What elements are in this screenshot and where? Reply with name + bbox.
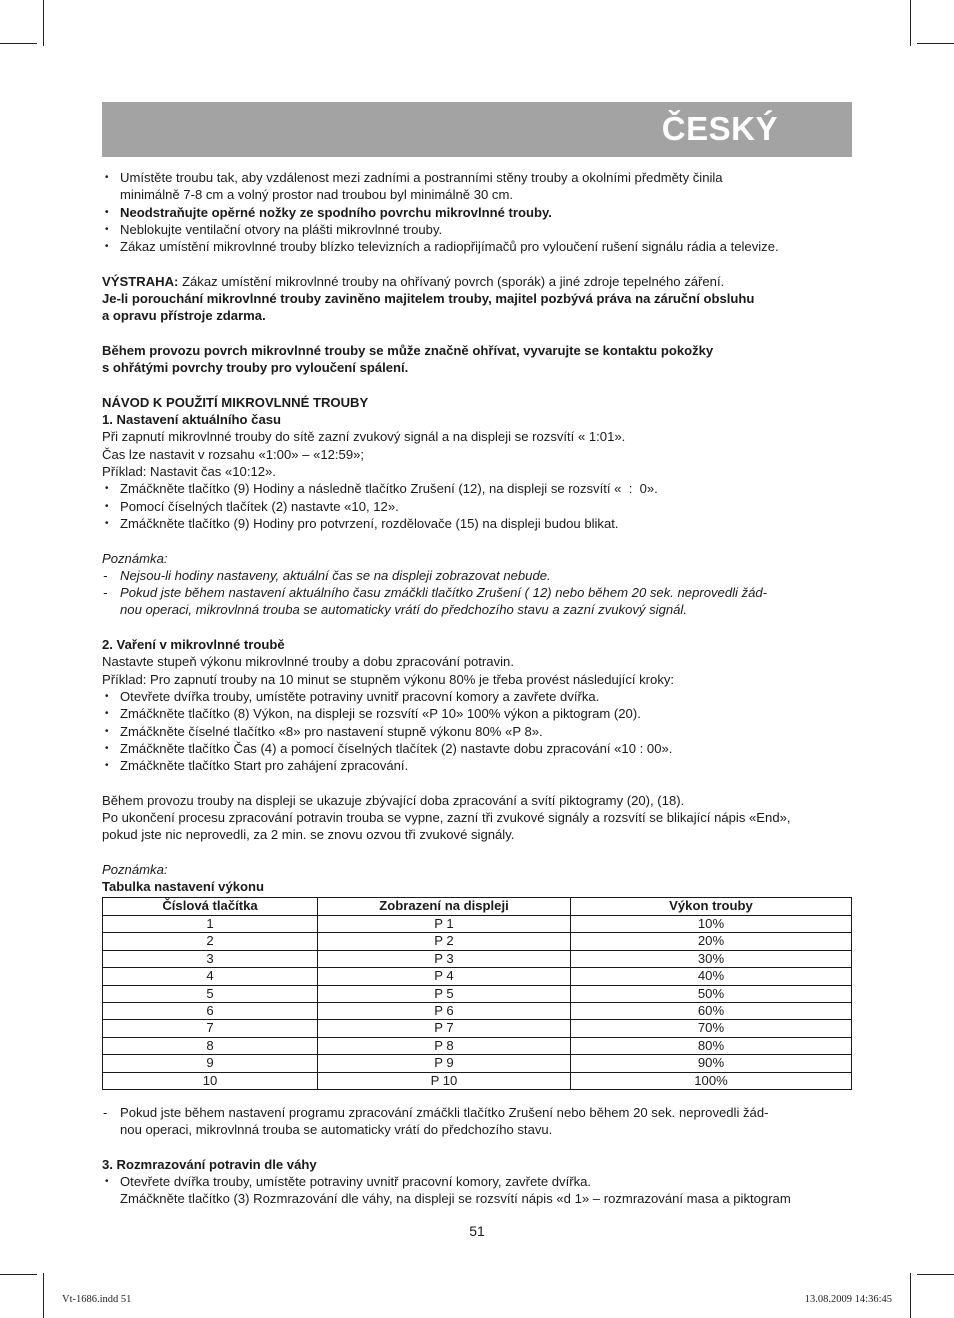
- warning-label: VÝSTRAHA:: [102, 273, 179, 289]
- list-item: • Zákaz umístění mikrovlnné trouby blízko televizních a radiopřijímačů pro vyloučení rušení signálu rádia a televize.: [102, 238, 852, 255]
- paragraph: Při zapnutí mikrovlnné trouby do sítě zazní zvukový signál a na displeji se rozsvítí « 1:01».: [102, 429, 626, 445]
- table-cell: 60%: [571, 1002, 852, 1019]
- list-item: • Otevřete dvířka trouby, umístěte potraviny uvnitř pracovní komory, zavřete dvířka.: [102, 1173, 852, 1190]
- table-cell: P 10: [318, 1072, 571, 1089]
- section-title: 3. Rozmrazování potravin dle váhy: [102, 1156, 317, 1172]
- list-item-continuation: minimálně 7-8 cm a volný prostor nad troubou byl minimálně 30 cm.: [120, 187, 513, 203]
- list-item: • Neodstraňujte opěrné nožky ze spodního povrchu mikrovlnné trouby.: [102, 204, 852, 221]
- table-cell: 5: [103, 985, 318, 1002]
- list-item: • Zmáčkněte tlačítko (8) Výkon, na displeji se rozsvítí «P 10» 100% výkon a piktogram (20).: [102, 705, 852, 722]
- table-cell: P 2: [318, 933, 571, 950]
- table-row: [103, 1037, 852, 1054]
- file-slug: Vt-1686.indd 51: [62, 1294, 132, 1305]
- list-item: • Zmáčkněte tlačítko (9) Hodiny pro potvrzení, rozdělovače (15) na displeji budou blikat.: [102, 515, 852, 532]
- note-item-continuation: nou operaci, mikrovlnná trouba se automaticky vrátí do předchozího stavu.: [120, 1122, 553, 1138]
- table-row: [103, 985, 852, 1002]
- warning-text: Zákaz umístění mikrovlnné trouby na ohřívaný povrch (sporák) a jiné zdroje tepelného záření.: [178, 273, 725, 289]
- hot-surface-warning: Během provozu povrch mikrovlnné trouby se může značně ohřívat, vyvarujte se kontaktu pokožky: [102, 342, 714, 358]
- list-item: • Zmáčkněte tlačítko Čas (4) a pomocí číselných tlačítek (2) nastavte dobu zpracování «10 : 00».: [102, 740, 852, 757]
- note-item: - Pokud jste během nastavení aktuálního času zmáčkli tlačítko Zrušení ( 12) nebo během 20 sek. neprovedli žád-: [102, 584, 852, 601]
- list-item: • Neblokujte ventilační otvory na plášti mikrovlnné trouby.: [102, 221, 852, 238]
- paragraph: Během provozu trouby na displeji se ukazuje zbývající doba zpracování a svítí piktogramy (20), (18).: [102, 792, 685, 808]
- table-cell: 10: [103, 1072, 318, 1089]
- table-cell: 50%: [571, 985, 852, 1002]
- paragraph: Příklad: Nastavit čas «10:12».: [102, 464, 276, 480]
- table-cell: P 4: [318, 968, 571, 985]
- warning-line: Je-li porouchání mikrovlnné trouby zaviněno majitelem trouby, majitel pozbývá práva na záruční obsluhu: [102, 291, 755, 307]
- crop-mark: [910, 1273, 911, 1318]
- table-cell: 80%: [571, 1037, 852, 1054]
- crop-mark: [0, 1274, 37, 1275]
- table-cell: 10%: [571, 915, 852, 932]
- warning-paragraph: [102, 273, 852, 290]
- table-row: [103, 915, 852, 932]
- language-title: ČESKÝ: [661, 110, 778, 147]
- table-cell: 2: [103, 933, 318, 950]
- table-cell: 70%: [571, 1020, 852, 1037]
- table-cell: 30%: [571, 950, 852, 967]
- table-cell: 8: [103, 1037, 318, 1054]
- table-cell: 9: [103, 1055, 318, 1072]
- table-row: [103, 950, 852, 967]
- crop-mark: [0, 43, 37, 44]
- table-row: [103, 933, 852, 950]
- table-cell: P 7: [318, 1020, 571, 1037]
- manual-heading: NÁVOD K POUŽITÍ MIKROVLNNÉ TROUBY: [102, 394, 369, 410]
- crop-mark: [43, 0, 44, 46]
- table-cell: 4: [103, 968, 318, 985]
- table-header-cell: Číslová tlačítka: [103, 898, 318, 915]
- table-cell: 40%: [571, 968, 852, 985]
- table-cell: 100%: [571, 1072, 852, 1089]
- table-row: [103, 1072, 852, 1089]
- table-cell: P 5: [318, 985, 571, 1002]
- table-cell: 90%: [571, 1055, 852, 1072]
- table-cell: 6: [103, 1002, 318, 1019]
- crop-mark: [910, 0, 911, 46]
- note-label: Poznámka:: [102, 550, 168, 566]
- note-item-continuation: nou operaci, mikrovlnná trouba se automaticky vrátí do předchozího stavu a zazní zvukový signál.: [120, 602, 687, 618]
- paragraph: Po ukončení procesu zpracování potravin trouba se vypne, zazní tři zvukové signály a rozsvítí se blikající nápis «End»,: [102, 809, 791, 825]
- language-header-bar: [102, 102, 852, 157]
- table-cell: 20%: [571, 933, 852, 950]
- hot-surface-warning: s ohřátými povrchy trouby pro vyloučení spálení.: [102, 360, 409, 376]
- list-item: • Pomocí číselných tlačítek (2) nastavte «10, 12».: [102, 498, 852, 515]
- table-cell: P 3: [318, 950, 571, 967]
- crop-mark: [917, 1274, 954, 1275]
- paragraph: pokud jste nic neprovedli, za 2 min. se znovu ozvou tři zvukové signály.: [102, 827, 515, 843]
- table-title: Tabulka nastavení výkonu: [102, 879, 265, 895]
- section-title: 1. Nastavení aktuálního času: [102, 412, 282, 428]
- crop-mark: [917, 43, 954, 44]
- table-cell: P 6: [318, 1002, 571, 1019]
- table-cell: 1: [103, 915, 318, 932]
- list-item: • Zmáčkněte tlačítko (9) Hodiny a následně tlačítko Zrušení (12), na displeji se rozsvítí « : 0».: [102, 480, 852, 497]
- crop-mark: [43, 1273, 44, 1318]
- page-number: 51: [469, 1223, 485, 1239]
- power-settings-table: [102, 897, 852, 1089]
- table-header-cell: Výkon trouby: [571, 898, 852, 915]
- table-row: [103, 1055, 852, 1072]
- list-item-continuation: Zmáčkněte tlačítko (3) Rozmrazování dle váhy, na displeji se rozsvítí nápis «d 1» – rozmrazování masa a piktogram: [120, 1191, 791, 1207]
- paragraph: Příklad: Pro zapnutí trouby na 10 minut se stupněm výkonu 80% je třeba provést následující kroky:: [102, 671, 675, 687]
- table-cell: 3: [103, 950, 318, 967]
- note-label: Poznámka:: [102, 861, 168, 877]
- table-cell: 7: [103, 1020, 318, 1037]
- page-content: [102, 169, 852, 1208]
- list-item: • Otevřete dvířka trouby, umístěte potraviny uvnitř pracovní komory a zavřete dvířka.: [102, 688, 852, 705]
- section-title: 2. Vaření v mikrovlnné troubě: [102, 637, 285, 653]
- list-item: • Umístěte troubu tak, aby vzdálenost mezi zadními a postranními stěny trouby a okolními předměty činila: [102, 169, 852, 186]
- list-item: • Zmáčkněte tlačítko Start pro zahájení zpracování.: [102, 757, 852, 774]
- table-cell: P 1: [318, 915, 571, 932]
- table-cell: P 9: [318, 1055, 571, 1072]
- date-slug: 13.08.2009 14:36:45: [804, 1294, 892, 1305]
- table-cell: P 8: [318, 1037, 571, 1054]
- table-row: [103, 968, 852, 985]
- table-header-cell: Zobrazení na displeji: [318, 898, 571, 915]
- table-row: [103, 1020, 852, 1037]
- table-header-row: [103, 898, 852, 915]
- list-item: • Zmáčkněte číselné tlačítko «8» pro nastavení stupně výkonu 80% «P 8».: [102, 723, 852, 740]
- note-item: - Pokud jste během nastavení programu zpracování zmáčkli tlačítko Zrušení nebo během 20 sek. neprovedli žád-: [102, 1104, 852, 1121]
- note-item: - Nejsou-li hodiny nastaveny, aktuální čas se na displeji zobrazovat nebude.: [102, 567, 852, 584]
- paragraph: Nastavte stupeň výkonu mikrovlnné trouby a dobu zpracování potravin.: [102, 654, 514, 670]
- paragraph: Čas lze nastavit v rozsahu «1:00» – «12:59»;: [102, 446, 365, 462]
- warning-line: a opravu přístroje zdarma.: [102, 308, 266, 324]
- table-row: [103, 1002, 852, 1019]
